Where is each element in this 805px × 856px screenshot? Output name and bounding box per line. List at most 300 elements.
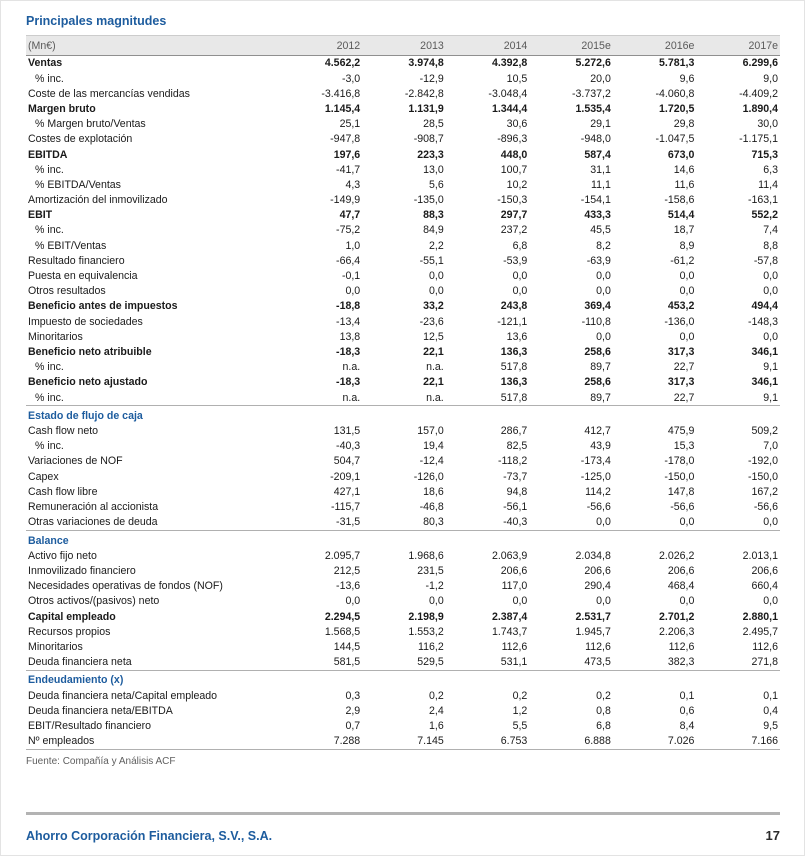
table-row: [26, 223, 780, 238]
cell-value: 89,7: [590, 391, 611, 404]
cell-value: 19,4: [423, 440, 444, 453]
cell-value: 1.568,5: [324, 625, 361, 638]
row-label: EBITDA: [28, 148, 68, 161]
cell-value: 131,5: [333, 425, 361, 438]
cell-value: 0,8: [596, 704, 611, 717]
cell-value: 9,6: [679, 72, 695, 85]
cell-value: 4,3: [345, 178, 361, 191]
table-row: [26, 719, 780, 734]
cell-value: 3.974,8: [408, 57, 444, 70]
row-label: % inc.: [35, 391, 64, 404]
row-label: Beneficio neto atribuible: [28, 345, 152, 358]
column-header-2012: 2012: [279, 36, 363, 56]
column-header-2014: 2014: [446, 36, 530, 56]
row-label: Puesta en equivalencia: [28, 270, 138, 283]
cell-value: 31,1: [590, 163, 611, 176]
row-label: Minoritarios: [28, 330, 83, 343]
table-body: [26, 56, 780, 750]
table-row: [26, 424, 780, 439]
cell-value: 9,0: [763, 72, 778, 85]
cell-value: 453,2: [667, 300, 695, 313]
cell-value: 0,0: [679, 595, 695, 608]
cell-value: 2.034,8: [575, 549, 611, 562]
table-row: [26, 345, 780, 360]
cell-value: -56,6: [586, 501, 611, 514]
cell-value: -121,1: [497, 315, 528, 328]
cell-value: 84,9: [423, 224, 444, 237]
cell-value: -192,0: [747, 455, 778, 468]
cell-value: 0,0: [596, 285, 611, 298]
cell-value: 1,0: [345, 239, 361, 252]
table-row: [26, 269, 780, 284]
financials-table: [26, 35, 780, 750]
cell-value: 112,6: [585, 640, 611, 653]
cell-value: 28,5: [423, 118, 444, 131]
page-content: [1, 1, 804, 767]
cell-value: 0,0: [679, 270, 695, 283]
row-label: Impuesto de sociedades: [28, 315, 143, 328]
table-row: [26, 564, 780, 579]
row-label: Deuda financiera neta/Capital empleado: [28, 689, 218, 702]
cell-value: 0,1: [679, 689, 695, 702]
cell-value: 1,2: [512, 704, 528, 717]
table-row: [26, 102, 780, 117]
cell-value: -1,2: [425, 580, 444, 593]
cell-value: -118,2: [498, 455, 528, 468]
cell-value: 89,7: [590, 361, 611, 374]
cell-value: n.a.: [342, 361, 361, 374]
row-label: Inmovilizado financiero: [28, 565, 136, 578]
cell-value: -3.416,8: [321, 87, 361, 100]
cell-value: -150,3: [497, 194, 528, 207]
cell-value: 206,6: [751, 565, 778, 578]
cell-value: 0,2: [512, 689, 528, 702]
cell-value: 1.131,9: [408, 102, 444, 115]
row-label: Coste de las mercancías vendidas: [28, 87, 190, 100]
row-label: Amortización del inmovilizado: [28, 194, 168, 207]
table-row: [26, 375, 780, 390]
cell-value: 258,6: [584, 345, 611, 358]
row-label: % inc.: [35, 361, 64, 374]
cell-value: -73,7: [503, 470, 528, 483]
cell-value: 6,8: [596, 720, 611, 733]
cell-value: 94,8: [506, 485, 528, 498]
row-label: Nº empleados: [28, 735, 95, 748]
cell-value: 10,2: [506, 178, 528, 191]
table-row: [26, 86, 780, 101]
cell-value: 317,3: [667, 376, 695, 389]
cell-value: 448,0: [500, 148, 528, 161]
cell-value: 0,2: [429, 689, 444, 702]
cell-value: 206,6: [500, 565, 528, 578]
cell-value: 116,2: [418, 640, 444, 653]
table-row: [26, 193, 780, 208]
cell-value: 7.145: [417, 735, 444, 748]
cell-value: 144,5: [333, 640, 361, 653]
cell-value: 2.198,9: [408, 610, 444, 623]
table-row: [26, 609, 780, 624]
cell-value: 167,2: [751, 485, 778, 498]
row-label: % inc.: [35, 163, 64, 176]
cell-value: 7,4: [763, 224, 778, 237]
table-row: [26, 56, 780, 72]
cell-value: 2.294,5: [324, 610, 361, 623]
cell-value: -3.737,2: [571, 87, 611, 100]
cell-value: -63,9: [586, 254, 611, 267]
section-header: Balance: [26, 531, 780, 549]
cell-value: 88,3: [423, 209, 444, 222]
cell-value: 6.888: [584, 735, 611, 748]
table-row: [26, 439, 780, 454]
cell-value: 7,0: [763, 440, 778, 453]
cell-value: -40,3: [336, 440, 361, 453]
cell-value: 2.013,1: [742, 549, 778, 562]
cell-value: -66,4: [336, 254, 361, 267]
cell-value: 22,7: [673, 361, 695, 374]
cell-value: -3.048,4: [488, 87, 528, 100]
row-label: Remuneración al accionista: [28, 501, 159, 514]
cell-value: 8,4: [679, 720, 695, 733]
cell-value: -13,4: [336, 315, 361, 328]
table-row: [26, 178, 780, 193]
cell-value: -947,8: [330, 133, 361, 146]
cell-value: -1.047,5: [655, 133, 695, 146]
cell-value: 715,3: [751, 148, 778, 161]
row-label: Beneficio neto ajustado: [28, 376, 148, 389]
cell-value: 2,2: [429, 239, 444, 252]
cell-value: 11,6: [674, 178, 695, 191]
cell-value: -55,1: [419, 254, 444, 267]
cell-value: -18,3: [336, 376, 361, 389]
cell-value: 13,0: [423, 163, 444, 176]
row-label: Minoritarios: [28, 640, 83, 653]
cell-value: 2.206,3: [659, 625, 695, 638]
cell-value: 494,4: [751, 300, 778, 313]
row-label: Margen bruto: [28, 102, 96, 115]
cell-value: -148,3: [747, 315, 778, 328]
table-row: [26, 117, 780, 132]
cell-value: 136,3: [500, 345, 528, 358]
section-header-row: [26, 531, 780, 549]
cell-value: 0,3: [345, 689, 361, 702]
cell-value: -173,4: [580, 455, 611, 468]
cell-value: -135,0: [413, 194, 444, 207]
cell-value: 660,4: [751, 580, 778, 593]
cell-value: 475,9: [667, 425, 695, 438]
cell-value: 286,7: [500, 425, 528, 438]
cell-value: 1.535,4: [575, 102, 611, 115]
cell-value: 1.890,4: [742, 102, 778, 115]
row-label: Deuda financiera neta: [28, 656, 132, 669]
cell-value: 297,7: [500, 209, 528, 222]
cell-value: 433,3: [584, 209, 611, 222]
cell-value: 1.344,4: [491, 102, 528, 115]
table-row: [26, 71, 780, 86]
cell-value: 29,1: [590, 118, 611, 131]
cell-value: 43,9: [590, 440, 611, 453]
cell-value: 412,7: [584, 425, 611, 438]
cell-value: 100,7: [500, 163, 528, 176]
page-number: 17: [765, 828, 780, 843]
cell-value: 20,0: [590, 72, 611, 85]
cell-value: 2,4: [429, 704, 444, 717]
section-header: Endeudamiento (x): [26, 670, 780, 688]
cell-value: 6.299,6: [742, 57, 778, 70]
cell-value: 237,2: [500, 224, 528, 237]
cell-value: 317,3: [667, 345, 695, 358]
row-label: % Margen bruto/Ventas: [35, 118, 146, 131]
row-label: Deuda financiera neta/EBITDA: [28, 704, 173, 717]
cell-value: -126,0: [413, 470, 444, 483]
table-row: [26, 655, 780, 671]
cell-value: 8,8: [763, 239, 778, 252]
cell-value: -56,1: [503, 501, 528, 514]
cell-value: 2.495,7: [742, 625, 778, 638]
cell-value: -40,3: [503, 516, 528, 529]
cell-value: 197,6: [333, 148, 361, 161]
cell-value: 2.063,9: [491, 549, 528, 562]
cell-value: 243,8: [500, 300, 528, 313]
page-footer: [26, 812, 780, 843]
cell-value: 9,5: [763, 720, 778, 733]
page-title: Principales magnitudes: [26, 14, 167, 28]
cell-value: -136,0: [664, 315, 695, 328]
cell-value: 529,5: [417, 656, 444, 669]
cell-value: -56,6: [753, 501, 778, 514]
row-label: Capex: [28, 470, 59, 483]
row-label: EBIT/Resultado financiero: [28, 720, 152, 733]
cell-value: 11,4: [758, 178, 778, 191]
cell-value: 2.387,4: [491, 610, 528, 623]
cell-value: 0,0: [763, 516, 778, 529]
table-row: [26, 329, 780, 344]
table-row: [26, 734, 780, 750]
row-label: % inc.: [35, 224, 64, 237]
cell-value: 468,4: [667, 580, 695, 593]
row-label: Capital empleado: [28, 610, 116, 623]
cell-value: 25,1: [339, 118, 361, 131]
table-row: [26, 454, 780, 469]
section-header-row: [26, 406, 780, 424]
row-label: Resultado financiero: [28, 254, 125, 267]
cell-value: -4.060,8: [655, 87, 695, 100]
table-row: [26, 688, 780, 703]
cell-value: 0,0: [512, 270, 528, 283]
table-row: [26, 360, 780, 375]
column-header-2016e: 2016e: [613, 36, 697, 56]
cell-value: -178,0: [664, 455, 695, 468]
row-label: Necesidades operativas de fondos (NOF): [28, 580, 223, 593]
cell-value: 517,8: [500, 361, 528, 374]
cell-value: -150,0: [747, 470, 778, 483]
row-label: % inc.: [35, 440, 64, 453]
row-label: Activo fijo neto: [28, 549, 97, 562]
cell-value: 0,0: [596, 516, 611, 529]
cell-value: -209,1: [330, 470, 361, 483]
cell-value: 114,2: [585, 485, 611, 498]
cell-value: 30,0: [757, 118, 778, 131]
cell-value: 6,3: [763, 163, 778, 176]
table-header-row: [26, 36, 780, 56]
table-row: [26, 500, 780, 515]
cell-value: 290,4: [584, 580, 611, 593]
cell-value: 112,6: [668, 640, 695, 653]
column-header-2015e: 2015e: [529, 36, 613, 56]
table-row: [26, 299, 780, 314]
cell-value: 0,0: [345, 595, 361, 608]
cell-value: 1,6: [429, 720, 444, 733]
row-label: Otras variaciones de deuda: [28, 516, 158, 529]
cell-value: -46,8: [419, 501, 444, 514]
row-label: Otros activos/(pasivos) neto: [28, 595, 160, 608]
cell-value: -0,1: [341, 270, 361, 283]
cell-value: 0,0: [679, 285, 695, 298]
cell-value: 212,5: [333, 565, 361, 578]
cell-value: 30,6: [506, 118, 528, 131]
cell-value: 112,6: [752, 640, 778, 653]
cell-value: 14,6: [673, 163, 695, 176]
table-row: [26, 390, 780, 406]
table-row: [26, 238, 780, 253]
cell-value: 157,0: [417, 425, 444, 438]
cell-value: 346,1: [751, 345, 778, 358]
cell-value: -56,6: [670, 501, 695, 514]
cell-value: n.a.: [426, 361, 444, 374]
cell-value: -12,9: [419, 72, 444, 85]
cell-value: -57,8: [753, 254, 778, 267]
cell-value: 147,8: [667, 485, 695, 498]
cell-value: 7.166: [751, 735, 778, 748]
cell-value: 0,4: [763, 704, 778, 717]
row-label: Variaciones de NOF: [28, 455, 123, 468]
cell-value: 1.145,4: [324, 102, 361, 115]
cell-value: 382,3: [667, 656, 695, 669]
cell-value: 8,2: [596, 239, 611, 252]
cell-value: 206,6: [667, 565, 695, 578]
cell-value: 581,5: [333, 656, 361, 669]
cell-value: 7.026: [667, 735, 695, 748]
cell-value: 223,3: [417, 148, 444, 161]
cell-value: -31,5: [336, 516, 361, 529]
cell-value: 346,1: [751, 376, 778, 389]
table-row: [26, 548, 780, 563]
cell-value: 5.781,3: [659, 57, 695, 70]
cell-value: 0,7: [345, 720, 361, 733]
cell-value: 5,6: [429, 178, 444, 191]
cell-value: 0,0: [763, 270, 778, 283]
cell-value: 0,0: [429, 270, 444, 283]
cell-value: 0,1: [763, 689, 778, 702]
cell-value: 0,0: [429, 285, 444, 298]
cell-value: 673,0: [667, 148, 695, 161]
cell-value: 47,7: [339, 209, 361, 222]
cell-value: 531,1: [500, 656, 528, 669]
cell-value: -41,7: [336, 163, 361, 176]
cell-value: 15,3: [673, 440, 695, 453]
cell-value: -12,4: [419, 455, 444, 468]
cell-value: 2,9: [345, 704, 361, 717]
cell-value: -110,8: [581, 315, 611, 328]
cell-value: 0,0: [596, 330, 611, 343]
cell-value: 11,1: [591, 178, 611, 191]
cell-value: 0,2: [596, 689, 611, 702]
cell-value: 0,0: [679, 330, 695, 343]
cell-value: 6,8: [512, 239, 528, 252]
row-label: EBIT: [28, 209, 53, 222]
cell-value: n.a.: [342, 391, 361, 404]
cell-value: 0,0: [596, 595, 611, 608]
cell-value: -115,7: [330, 501, 361, 514]
cell-value: 1.720,5: [659, 102, 695, 115]
cell-value: 2.095,7: [324, 549, 361, 562]
table-header: [26, 36, 780, 56]
table-row: [26, 624, 780, 639]
cell-value: -18,3: [336, 345, 361, 358]
cell-value: 33,2: [423, 300, 444, 313]
table-row: [26, 162, 780, 177]
cell-value: 45,5: [590, 224, 611, 237]
cell-value: 5.272,6: [575, 57, 611, 70]
table-row: [26, 253, 780, 268]
cell-value: 10,5: [506, 72, 528, 85]
row-label: Cash flow libre: [28, 485, 98, 498]
cell-value: 4.392,8: [491, 57, 528, 70]
cell-value: 2.026,2: [659, 549, 695, 562]
cell-value: 271,8: [751, 656, 778, 669]
cell-value: -13,6: [336, 580, 361, 593]
cell-value: -125,0: [580, 470, 611, 483]
cell-value: 13,6: [506, 330, 528, 343]
cell-value: -4.409,2: [739, 87, 778, 100]
table-row: [26, 594, 780, 609]
table-row: [26, 208, 780, 223]
column-header-2017e: 2017e: [696, 36, 780, 56]
cell-value: 8,9: [679, 239, 695, 252]
cell-value: -154,1: [580, 194, 611, 207]
section-header: Estado de flujo de caja: [26, 406, 780, 424]
cell-value: 1.968,6: [408, 549, 444, 562]
cell-value: 4.562,2: [324, 57, 361, 70]
cell-value: -61,2: [670, 254, 695, 267]
unit-label: (Mn€): [26, 36, 279, 56]
cell-value: 12,5: [423, 330, 444, 343]
cell-value: 473,5: [584, 656, 611, 669]
cell-value: -3,0: [341, 72, 361, 85]
cell-value: 1.945,7: [575, 625, 611, 638]
cell-value: 0,0: [763, 330, 778, 343]
cell-value: 504,7: [333, 455, 361, 468]
cell-value: 258,6: [584, 376, 611, 389]
table-row: [26, 640, 780, 655]
cell-value: 0,6: [679, 704, 695, 717]
cell-value: 0,0: [679, 516, 695, 529]
cell-value: 80,3: [423, 516, 444, 529]
cell-value: 136,3: [500, 376, 528, 389]
cell-value: 29,8: [673, 118, 695, 131]
cell-value: -2.842,8: [404, 87, 444, 100]
column-header-2013: 2013: [362, 36, 446, 56]
cell-value: -908,7: [413, 133, 444, 146]
cell-value: 117,0: [501, 580, 528, 593]
cell-value: 18,7: [673, 224, 695, 237]
cell-value: n.a.: [426, 391, 444, 404]
cell-value: 206,6: [584, 565, 611, 578]
cell-value: 2.531,7: [575, 610, 611, 623]
table-row: [26, 579, 780, 594]
cell-value: 22,1: [423, 345, 444, 358]
cell-value: 0,0: [763, 595, 778, 608]
cell-value: 7.288: [333, 735, 361, 748]
